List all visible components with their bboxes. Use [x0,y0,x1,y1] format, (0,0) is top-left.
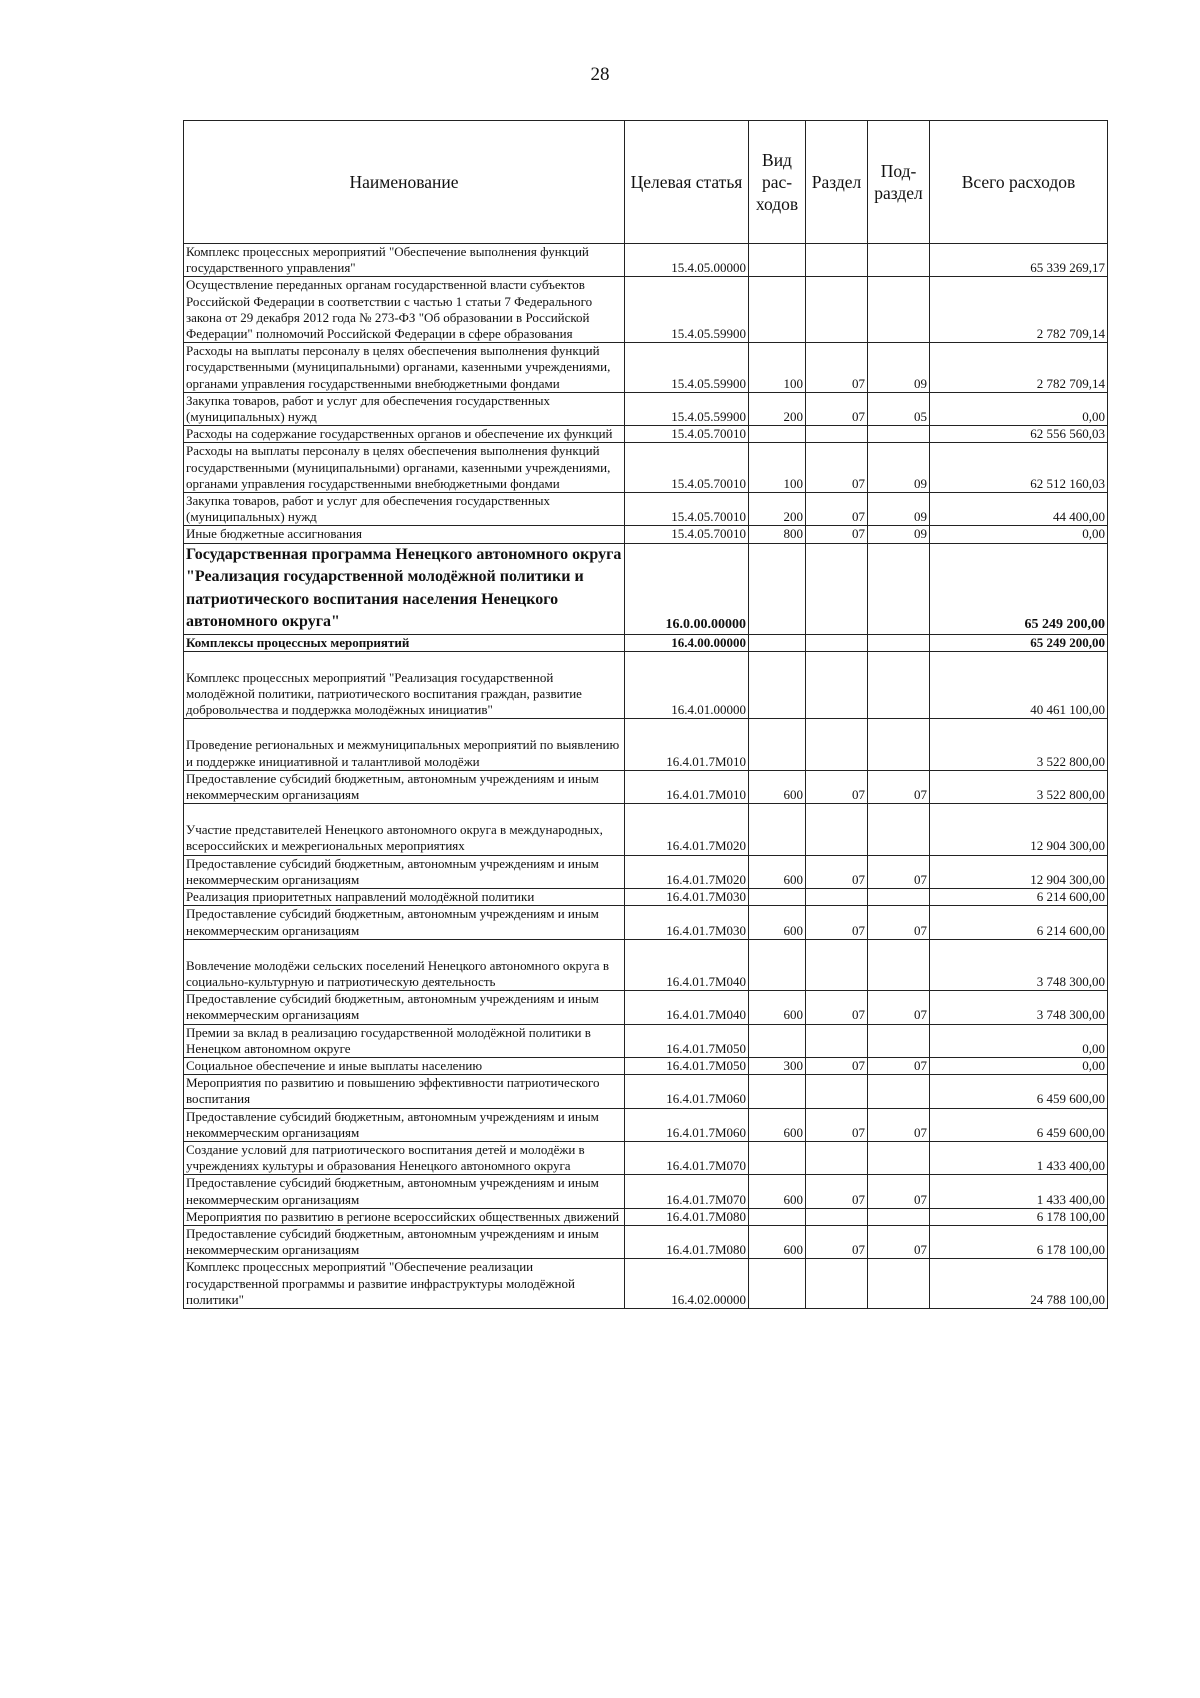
cell-section: 07 [806,1175,868,1208]
table-row [184,526,1108,543]
cell-kind [749,634,806,651]
cell-kind: 600 [749,1108,806,1141]
cell-subsection: 09 [868,443,930,493]
cell-target: 16.4.01.7М060 [625,1075,749,1108]
cell-kind: 200 [749,493,806,526]
cell-total: 6 214 600,00 [930,889,1108,906]
cell-name: Предоставление субсидий бюджетным, автономным учреждениям и иным некоммерческим организациям [184,1225,625,1258]
cell-kind [749,543,806,634]
cell-name: Проведение региональных и межмуниципальных мероприятий по выявлению и поддержке инициативной и талантливой молодёжи [184,719,625,770]
cell-name: Предоставление субсидий бюджетным, автономным учреждениям и иным некоммерческим организациям [184,855,625,888]
cell-subsection: 07 [868,906,930,939]
cell-kind: 600 [749,770,806,803]
cell-subsection [868,719,930,770]
header-subsection: Под- раздел [868,121,930,244]
cell-kind [749,1024,806,1057]
cell-kind [749,939,806,990]
header-target: Целевая статья [625,121,749,244]
cell-target: 16.4.01.00000 [625,651,749,719]
cell-target: 16.4.01.7М080 [625,1208,749,1225]
cell-total: 12 904 300,00 [930,804,1108,855]
table-row [184,392,1108,425]
cell-total: 1 433 400,00 [930,1141,1108,1174]
cell-total: 6 214 600,00 [930,906,1108,939]
cell-kind [749,426,806,443]
cell-target: 15.4.05.70010 [625,493,749,526]
cell-subsection [868,244,930,277]
cell-total: 62 556 560,03 [930,426,1108,443]
cell-section [806,1024,868,1057]
cell-name: Комплексы процессных мероприятий [184,634,625,651]
cell-section [806,1208,868,1225]
header-name: Наименование [184,121,625,244]
cell-name: Закупка товаров, работ и услуг для обеспечения государственных (муниципальных) нужд [184,392,625,425]
cell-name: Реализация приоритетных направлений молодёжной политики [184,889,625,906]
cell-target: 16.4.01.7М040 [625,991,749,1024]
header-kind: Вид рас- ходов [749,121,806,244]
table-row [184,1108,1108,1141]
cell-target: 16.4.01.7М040 [625,939,749,990]
cell-kind [749,719,806,770]
cell-name: Создание условий для патриотического воспитания детей и молодёжи в учреждениях культуры и образования Ненецкого автономного округа [184,1141,625,1174]
cell-total: 65 249 200,00 [930,543,1108,634]
cell-total: 3 522 800,00 [930,719,1108,770]
cell-subsection: 07 [868,1225,930,1258]
table-row [184,1175,1108,1208]
table-row [184,1024,1108,1057]
cell-total: 65 339 269,17 [930,244,1108,277]
table-row [184,1208,1108,1225]
cell-section [806,634,868,651]
cell-total: 24 788 100,00 [930,1259,1108,1309]
cell-target: 15.4.05.59900 [625,277,749,343]
table-row [184,770,1108,803]
table-row [184,426,1108,443]
cell-kind: 600 [749,1225,806,1258]
cell-subsection: 07 [868,1175,930,1208]
cell-subsection [868,804,930,855]
cell-subsection [868,1259,930,1309]
cell-subsection [868,889,930,906]
cell-total: 1 433 400,00 [930,1175,1108,1208]
table-row [184,719,1108,770]
cell-target: 16.4.01.7М020 [625,855,749,888]
cell-kind [749,277,806,343]
cell-section [806,889,868,906]
cell-section [806,1141,868,1174]
cell-total: 0,00 [930,526,1108,543]
table-row [184,443,1108,493]
header-total: Всего расходов [930,121,1108,244]
cell-subsection [868,426,930,443]
cell-section [806,804,868,855]
cell-total: 0,00 [930,1057,1108,1074]
cell-target: 16.4.01.7М010 [625,719,749,770]
cell-kind: 200 [749,392,806,425]
table-row [184,1259,1108,1309]
cell-name: Социальное обеспечение и иные выплаты населению [184,1057,625,1074]
cell-section: 07 [806,906,868,939]
cell-target: 15.4.05.70010 [625,443,749,493]
cell-name: Комплекс процессных мероприятий "Обеспечение реализации государственной программы и развитие инфраструктуры молодёжной политики" [184,1259,625,1309]
cell-name: Комплекс процессных мероприятий "Обеспечение выполнения функций государственного управления" [184,244,625,277]
cell-name: Мероприятия по развитию и повышению эффективности патриотического воспитания [184,1075,625,1108]
cell-kind: 100 [749,343,806,393]
cell-target: 16.4.02.00000 [625,1259,749,1309]
cell-target: 16.4.01.7М010 [625,770,749,803]
cell-kind [749,1259,806,1309]
cell-name: Предоставление субсидий бюджетным, автономным учреждениям и иным некоммерческим организациям [184,906,625,939]
cell-section: 07 [806,1057,868,1074]
cell-kind: 800 [749,526,806,543]
budget-table [183,120,1108,1309]
cell-name: Осуществление переданных органам государственной власти субъектов Российской Федерации в соответствии с частью 1 статьи 7 Федерального закона от 29 декабря 2012 года № 273-ФЗ "Об образовании в Российской Федерации" полномочий Российской Федерации в сфере образования [184,277,625,343]
cell-section: 07 [806,526,868,543]
table-row [184,277,1108,343]
cell-subsection [868,1141,930,1174]
cell-subsection: 05 [868,392,930,425]
table-row [184,804,1108,855]
cell-section [806,543,868,634]
cell-total: 44 400,00 [930,493,1108,526]
cell-section: 07 [806,855,868,888]
cell-subsection [868,939,930,990]
cell-target: 15.4.05.70010 [625,426,749,443]
cell-total: 3 522 800,00 [930,770,1108,803]
cell-target: 16.4.01.7М070 [625,1175,749,1208]
table-row [184,543,1108,634]
cell-subsection [868,651,930,719]
cell-total: 12 904 300,00 [930,855,1108,888]
cell-total: 40 461 100,00 [930,651,1108,719]
table-body [184,244,1108,1309]
cell-section: 07 [806,392,868,425]
cell-subsection: 07 [868,1108,930,1141]
cell-name: Закупка товаров, работ и услуг для обеспечения государственных (муниципальных) нужд [184,493,625,526]
cell-total: 62 512 160,03 [930,443,1108,493]
cell-kind: 600 [749,855,806,888]
cell-target: 15.4.05.00000 [625,244,749,277]
table-row [184,1225,1108,1258]
cell-subsection: 07 [868,770,930,803]
cell-name: Предоставление субсидий бюджетным, автономным учреждениям и иным некоммерческим организациям [184,1108,625,1141]
table-row [184,634,1108,651]
cell-name: Предоставление субсидий бюджетным, автономным учреждениям и иным некоммерческим организациям [184,991,625,1024]
cell-total: 3 748 300,00 [930,939,1108,990]
cell-kind: 600 [749,906,806,939]
cell-subsection: 07 [868,855,930,888]
cell-section [806,426,868,443]
cell-total: 2 782 709,14 [930,277,1108,343]
cell-name: Участие представителей Ненецкого автономного округа в международных, всероссийских и межрегиональных мероприятиях [184,804,625,855]
cell-target: 16.4.01.7М050 [625,1057,749,1074]
cell-target: 15.4.05.59900 [625,392,749,425]
cell-subsection: 07 [868,991,930,1024]
cell-target: 16.4.01.7М020 [625,804,749,855]
cell-target: 16.4.01.7М050 [625,1024,749,1057]
table-row [184,1057,1108,1074]
cell-target: 16.4.01.7М070 [625,1141,749,1174]
cell-name: Предоставление субсидий бюджетным, автономным учреждениям и иным некоммерческим организациям [184,1175,625,1208]
cell-subsection [868,634,930,651]
cell-section [806,719,868,770]
cell-kind: 100 [749,443,806,493]
cell-target: 16.0.00.00000 [625,543,749,634]
cell-kind [749,244,806,277]
cell-kind [749,651,806,719]
cell-name: Мероприятия по развитию в регионе всероссийских общественных движений [184,1208,625,1225]
cell-section [806,244,868,277]
cell-subsection: 09 [868,343,930,393]
cell-section: 07 [806,493,868,526]
table-row [184,906,1108,939]
cell-total: 6 459 600,00 [930,1075,1108,1108]
cell-target: 16.4.01.7М080 [625,1225,749,1258]
cell-name: Премии за вклад в реализацию государственной молодёжной политики в Ненецком автономном округе [184,1024,625,1057]
cell-total: 6 178 100,00 [930,1208,1108,1225]
cell-kind [749,1208,806,1225]
cell-target: 15.4.05.59900 [625,343,749,393]
cell-kind: 300 [749,1057,806,1074]
table-row [184,889,1108,906]
cell-target: 16.4.01.7М030 [625,906,749,939]
cell-section: 07 [806,991,868,1024]
table-row [184,1141,1108,1174]
cell-name: Иные бюджетные ассигнования [184,526,625,543]
cell-target: 15.4.05.70010 [625,526,749,543]
cell-subsection [868,1024,930,1057]
cell-subsection [868,1208,930,1225]
cell-kind: 600 [749,1175,806,1208]
cell-total: 3 748 300,00 [930,991,1108,1024]
cell-name: Предоставление субсидий бюджетным, автономным учреждениям и иным некоммерческим организациям [184,770,625,803]
cell-subsection: 09 [868,526,930,543]
cell-name: Вовлечение молодёжи сельских поселений Ненецкого автономного округа в социально-культурную и патриотическую деятельность [184,939,625,990]
cell-target: 16.4.00.00000 [625,634,749,651]
cell-target: 16.4.01.7М030 [625,889,749,906]
cell-name: Расходы на выплаты персоналу в целях обеспечения выполнения функций государственными (муниципальными) органами, казенными учреждениями, органами управления государственными внебюджетными фондами [184,443,625,493]
cell-section [806,651,868,719]
cell-section: 07 [806,443,868,493]
cell-kind: 600 [749,991,806,1024]
cell-target: 16.4.01.7М060 [625,1108,749,1141]
cell-name: Расходы на выплаты персоналу в целях обеспечения выполнения функций государственными (муниципальными) органами, казенными учреждениями, органами управления государственными внебюджетными фондами [184,343,625,393]
cell-subsection [868,277,930,343]
cell-section [806,1259,868,1309]
table-row [184,244,1108,277]
table-row [184,493,1108,526]
page-number: 28 [590,64,610,85]
cell-subsection [868,543,930,634]
cell-section [806,277,868,343]
cell-kind [749,804,806,855]
cell-section: 07 [806,343,868,393]
cell-name: Государственная программа Ненецкого автономного округа "Реализация государственной молодёжной политики и патриотического воспитания населения Ненецкого автономного округа" [184,543,625,634]
table-row [184,991,1108,1024]
cell-kind [749,1141,806,1174]
cell-subsection: 07 [868,1057,930,1074]
cell-name: Расходы на содержание государственных органов и обеспечение их функций [184,426,625,443]
table-row [184,939,1108,990]
cell-total: 6 459 600,00 [930,1108,1108,1141]
cell-section: 07 [806,1225,868,1258]
cell-subsection [868,1075,930,1108]
cell-kind [749,889,806,906]
table-row [184,1075,1108,1108]
cell-total: 0,00 [930,392,1108,425]
cell-section: 07 [806,1108,868,1141]
cell-kind [749,1075,806,1108]
cell-total: 65 249 200,00 [930,634,1108,651]
cell-name: Комплекс процессных мероприятий "Реализация государственной молодёжной политики, патриотического воспитания граждан, развитие добровольчества и поддержка молодёжных инициатив" [184,651,625,719]
cell-section: 07 [806,770,868,803]
cell-section [806,1075,868,1108]
table-row [184,855,1108,888]
table-header-row [184,121,1108,244]
table-row [184,651,1108,719]
cell-total: 0,00 [930,1024,1108,1057]
cell-total: 2 782 709,14 [930,343,1108,393]
header-section: Раздел [806,121,868,244]
cell-section [806,939,868,990]
cell-subsection: 09 [868,493,930,526]
table-row [184,343,1108,393]
cell-total: 6 178 100,00 [930,1225,1108,1258]
